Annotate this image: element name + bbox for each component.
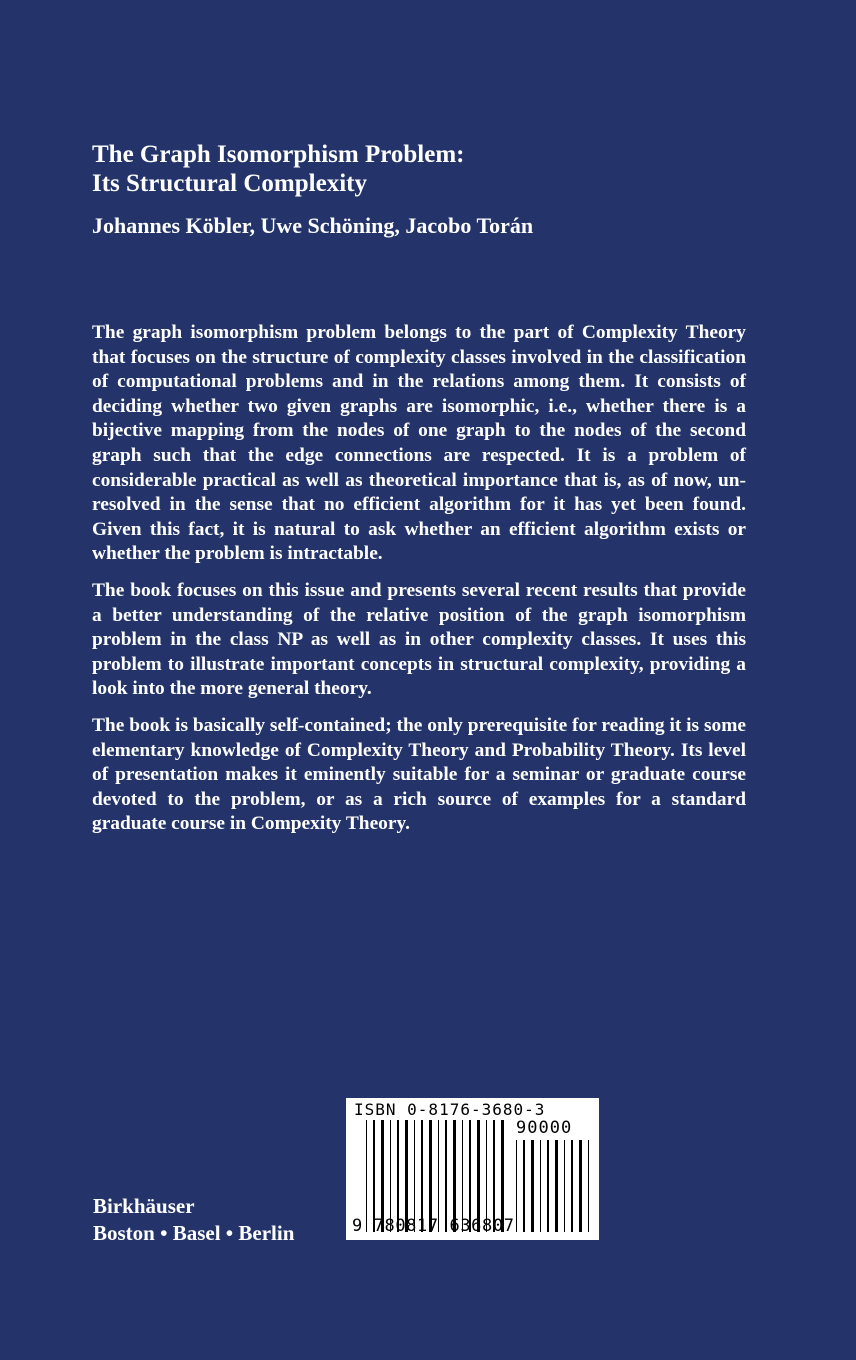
- barcode-bar: [579, 1140, 582, 1232]
- title-line-1: The Graph Isomorphism Problem:: [92, 141, 465, 168]
- description-paragraph-2: The book focuses on this issue and presents several recent results that provide a better understanding of the relative position of the graph isomorphism problem in the class NP as well as in other complexity classes. It uses this problem to illustrate important concepts in structural complexity, providing a look into the more general theory.: [92, 579, 746, 700]
- price-code: 90000: [516, 1118, 573, 1138]
- barcode-bar: [540, 1140, 541, 1232]
- ean-digits: 9 780817 636807: [352, 1216, 515, 1236]
- book-title: [92, 140, 772, 198]
- publisher-block: [93, 1193, 294, 1247]
- publisher-name: Birkhäuser: [93, 1194, 195, 1218]
- barcode-bar: [555, 1140, 558, 1232]
- barcode-bar: [571, 1140, 573, 1232]
- description-paragraph-1: The graph isomorphism problem belongs to the part of Complexity Theory that focuses on the structure of complexity classes involved in the classification of computational problems and in the relations among them. It consists of deciding whether two given graphs are isomorphic, i.e., whether there is a bijective mapping from the nodes of one graph to the nodes of the second graph such that the edge connections are respected. It is a problem of considerable practical as well as theoretical importance that is, as of now, unresolved in the sense that no efficient algorithm for it has yet been found. Given this fact, it is natural to ask whether an efficient algorithm exists or whether the problem is intractable.: [92, 322, 746, 565]
- barcode-bar: [547, 1140, 549, 1232]
- barcode-bar: [588, 1140, 589, 1232]
- barcode-bar: [516, 1140, 517, 1232]
- isbn-text: ISBN 0-8176-3680-3: [354, 1100, 546, 1119]
- barcode-bar: [564, 1140, 565, 1232]
- isbn-barcode: [346, 1098, 599, 1240]
- barcode-bar: [531, 1140, 534, 1232]
- publisher-cities: Boston • Basel • Berlin: [93, 1221, 295, 1245]
- barcode-bar: [523, 1140, 525, 1232]
- authors: Johannes Köbler, Uwe Schöning, Jacobo Torán: [92, 213, 534, 238]
- description-paragraph-3: The book is basically self-contained; the only prerequisite for reading it is some elementary knowledge of Complexity Theory and Probability Theory. Its level of presentation makes it eminently suitable for a seminar or graduate course devoted to the problem, or as a rich source of examples for a standard graduate course in Compexity Theory.: [92, 714, 746, 835]
- addon-barcode-bars: [516, 1140, 594, 1232]
- description: [92, 321, 746, 849]
- title-line-2: Its Structural Complexity: [92, 170, 367, 197]
